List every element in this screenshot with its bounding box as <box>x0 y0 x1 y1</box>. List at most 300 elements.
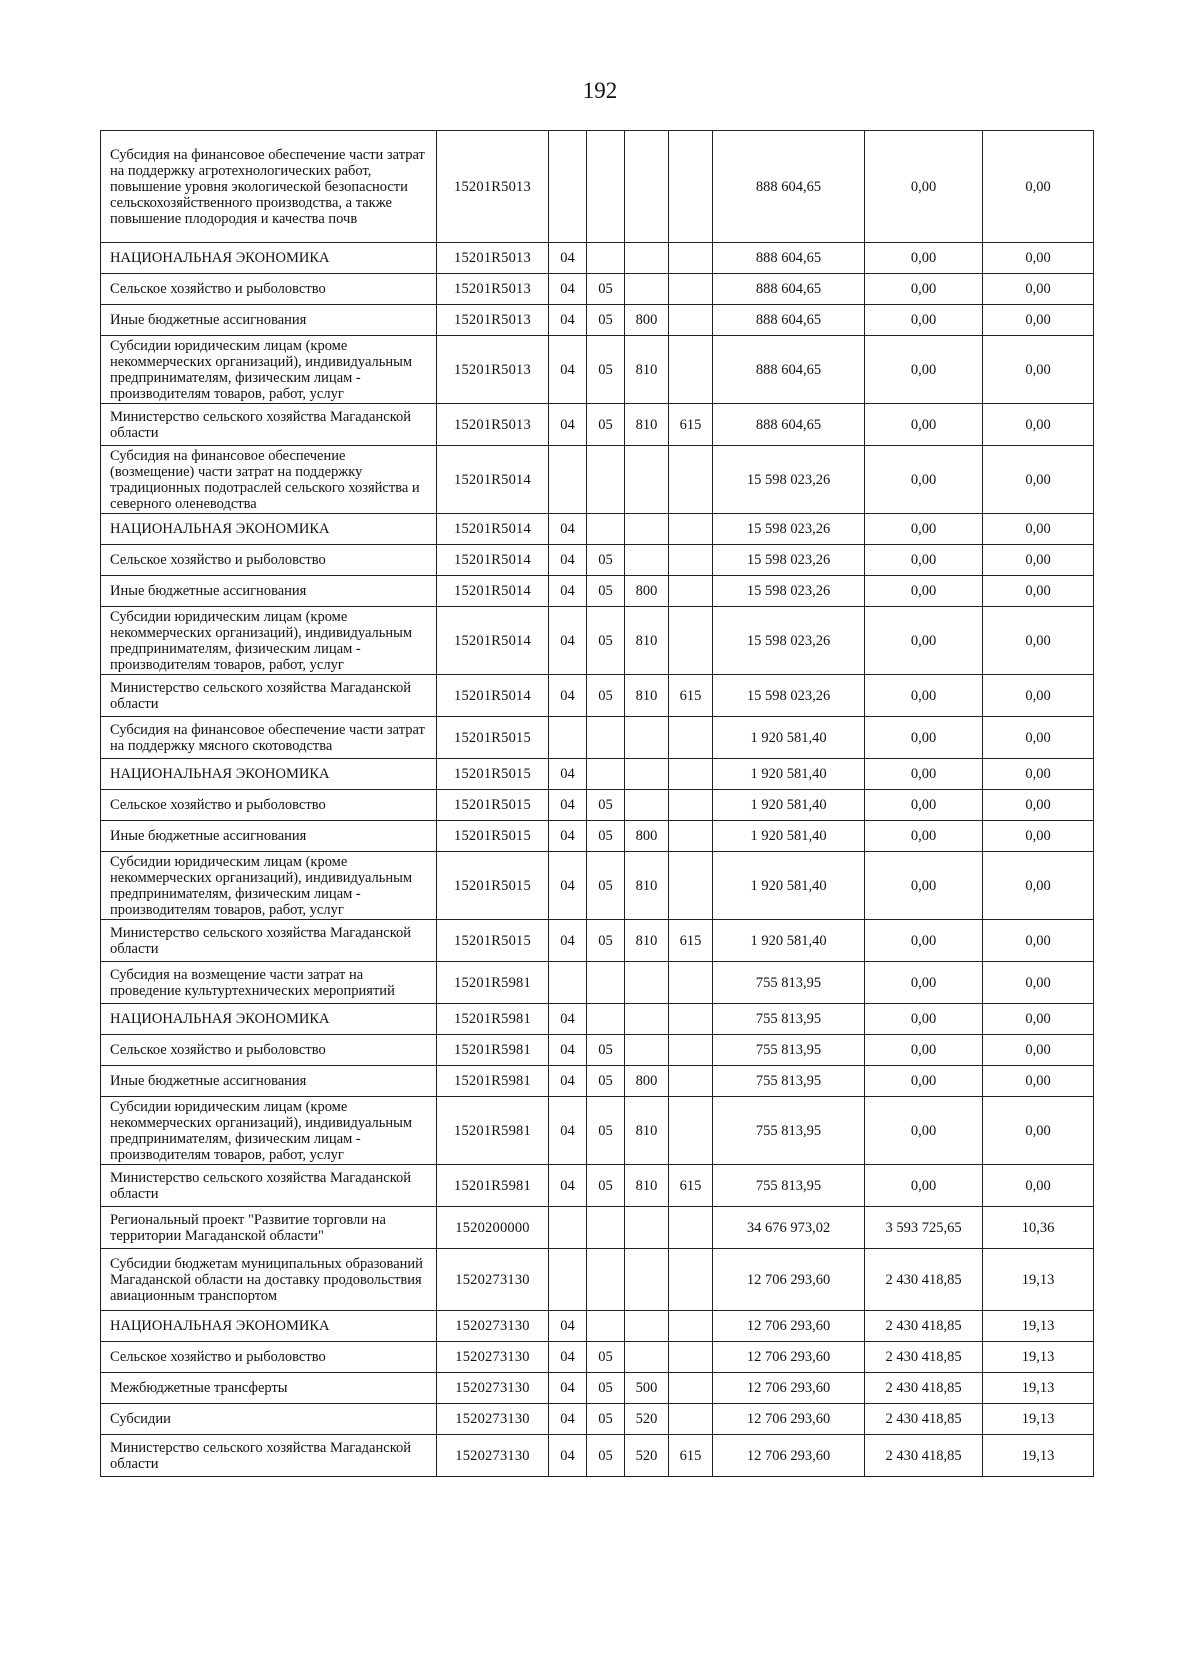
row-expense-type <box>625 1249 669 1311</box>
row-name: Сельское хозяйство и рыболовство <box>101 545 437 576</box>
row-subsection: 05 <box>587 1404 625 1435</box>
row-planned-amount: 755 813,95 <box>713 1066 865 1097</box>
row-admin-code <box>669 1066 713 1097</box>
row-subsection: 05 <box>587 920 625 962</box>
row-expense-type: 810 <box>625 1165 669 1207</box>
table-row <box>101 1004 1094 1035</box>
row-planned-amount: 12 706 293,60 <box>713 1342 865 1373</box>
row-executed-amount: 0,00 <box>865 446 983 514</box>
row-name: Субсидии юридическим лицам (кроме некоммерческих организаций), индивидуальным предпринимателям, физическим лицам - производителям товаров, работ, услуг <box>101 607 437 675</box>
table-row <box>101 821 1094 852</box>
row-code: 15201R5015 <box>437 852 549 920</box>
row-expense-type: 810 <box>625 852 669 920</box>
row-admin-code: 615 <box>669 1435 713 1477</box>
row-admin-code <box>669 131 713 243</box>
row-name: Министерство сельского хозяйства Магаданской области <box>101 920 437 962</box>
row-subsection <box>587 243 625 274</box>
row-subsection <box>587 759 625 790</box>
row-admin-code <box>669 446 713 514</box>
row-section: 04 <box>549 821 587 852</box>
row-expense-type <box>625 545 669 576</box>
row-executed-amount: 0,00 <box>865 131 983 243</box>
row-planned-amount: 888 604,65 <box>713 404 865 446</box>
row-expense-type: 800 <box>625 821 669 852</box>
row-name: Министерство сельского хозяйства Магаданской области <box>101 1435 437 1477</box>
row-planned-amount: 15 598 023,26 <box>713 607 865 675</box>
row-percent: 0,00 <box>983 1035 1094 1066</box>
row-percent: 0,00 <box>983 1097 1094 1165</box>
row-executed-amount: 0,00 <box>865 1035 983 1066</box>
row-planned-amount: 755 813,95 <box>713 1165 865 1207</box>
row-expense-type <box>625 1342 669 1373</box>
row-subsection: 05 <box>587 1342 625 1373</box>
row-section: 04 <box>549 274 587 305</box>
row-planned-amount: 1 920 581,40 <box>713 759 865 790</box>
table-row <box>101 962 1094 1004</box>
row-name: Сельское хозяйство и рыболовство <box>101 274 437 305</box>
row-executed-amount: 3 593 725,65 <box>865 1207 983 1249</box>
row-executed-amount: 0,00 <box>865 717 983 759</box>
row-expense-type: 800 <box>625 1066 669 1097</box>
row-percent: 0,00 <box>983 131 1094 243</box>
row-section: 04 <box>549 545 587 576</box>
row-planned-amount: 1 920 581,40 <box>713 790 865 821</box>
table-row <box>101 1097 1094 1165</box>
row-code: 15201R5013 <box>437 131 549 243</box>
row-code: 15201R5981 <box>437 1165 549 1207</box>
table-row <box>101 675 1094 717</box>
row-percent: 0,00 <box>983 243 1094 274</box>
row-planned-amount: 1 920 581,40 <box>713 717 865 759</box>
row-subsection: 05 <box>587 305 625 336</box>
row-section: 04 <box>549 305 587 336</box>
row-subsection: 05 <box>587 1165 625 1207</box>
row-code: 15201R5981 <box>437 1004 549 1035</box>
table-row <box>101 607 1094 675</box>
table-row <box>101 514 1094 545</box>
row-expense-type <box>625 759 669 790</box>
table-row <box>101 790 1094 821</box>
row-section <box>549 446 587 514</box>
row-admin-code <box>669 1373 713 1404</box>
row-section: 04 <box>549 852 587 920</box>
row-expense-type: 810 <box>625 675 669 717</box>
row-planned-amount: 1 920 581,40 <box>713 920 865 962</box>
row-section: 04 <box>549 1311 587 1342</box>
row-expense-type: 520 <box>625 1404 669 1435</box>
table-row <box>101 920 1094 962</box>
row-code: 1520273130 <box>437 1342 549 1373</box>
row-name: НАЦИОНАЛЬНАЯ ЭКОНОМИКА <box>101 514 437 545</box>
row-planned-amount: 1 920 581,40 <box>713 852 865 920</box>
row-executed-amount: 0,00 <box>865 607 983 675</box>
row-planned-amount: 755 813,95 <box>713 962 865 1004</box>
row-admin-code <box>669 759 713 790</box>
row-planned-amount: 888 604,65 <box>713 131 865 243</box>
row-percent: 0,00 <box>983 759 1094 790</box>
row-admin-code: 615 <box>669 1165 713 1207</box>
row-admin-code <box>669 1035 713 1066</box>
row-expense-type <box>625 717 669 759</box>
row-percent: 0,00 <box>983 305 1094 336</box>
row-expense-type <box>625 131 669 243</box>
row-expense-type <box>625 1207 669 1249</box>
row-code: 15201R5013 <box>437 243 549 274</box>
row-name: Субсидия на финансовое обеспечение части затрат на поддержку агротехнологических работ, повышение уровня экологической безопасности сельскохозяйственного производства, а также повышение плодородия и качества почв <box>101 131 437 243</box>
row-executed-amount: 0,00 <box>865 274 983 305</box>
table-row <box>101 446 1094 514</box>
row-subsection <box>587 962 625 1004</box>
row-expense-type: 800 <box>625 576 669 607</box>
row-executed-amount: 2 430 418,85 <box>865 1249 983 1311</box>
row-planned-amount: 15 598 023,26 <box>713 576 865 607</box>
row-planned-amount: 15 598 023,26 <box>713 514 865 545</box>
row-subsection: 05 <box>587 1066 625 1097</box>
row-admin-code <box>669 274 713 305</box>
row-percent: 0,00 <box>983 821 1094 852</box>
row-admin-code <box>669 962 713 1004</box>
row-admin-code <box>669 1249 713 1311</box>
row-code: 1520273130 <box>437 1249 549 1311</box>
row-planned-amount: 888 604,65 <box>713 274 865 305</box>
row-percent: 0,00 <box>983 675 1094 717</box>
row-section <box>549 1207 587 1249</box>
row-admin-code: 615 <box>669 404 713 446</box>
row-code: 15201R5013 <box>437 274 549 305</box>
row-executed-amount: 2 430 418,85 <box>865 1373 983 1404</box>
row-section <box>549 1249 587 1311</box>
row-code: 15201R5015 <box>437 920 549 962</box>
row-planned-amount: 15 598 023,26 <box>713 545 865 576</box>
row-name: Иные бюджетные ассигнования <box>101 305 437 336</box>
row-section: 04 <box>549 1404 587 1435</box>
row-expense-type <box>625 446 669 514</box>
page-number: 192 <box>582 78 618 103</box>
table-row <box>101 1066 1094 1097</box>
row-percent: 0,00 <box>983 717 1094 759</box>
row-admin-code <box>669 1404 713 1435</box>
row-planned-amount: 888 604,65 <box>713 336 865 404</box>
row-planned-amount: 12 706 293,60 <box>713 1373 865 1404</box>
row-name: Сельское хозяйство и рыболовство <box>101 1035 437 1066</box>
row-executed-amount: 0,00 <box>865 852 983 920</box>
row-code: 15201R5013 <box>437 305 549 336</box>
row-name: Иные бюджетные ассигнования <box>101 576 437 607</box>
row-executed-amount: 2 430 418,85 <box>865 1311 983 1342</box>
row-admin-code <box>669 514 713 545</box>
row-name: НАЦИОНАЛЬНАЯ ЭКОНОМИКА <box>101 759 437 790</box>
row-planned-amount: 15 598 023,26 <box>713 446 865 514</box>
row-admin-code: 615 <box>669 920 713 962</box>
row-subsection: 05 <box>587 545 625 576</box>
row-expense-type: 810 <box>625 920 669 962</box>
row-expense-type: 810 <box>625 607 669 675</box>
row-subsection <box>587 717 625 759</box>
row-percent: 0,00 <box>983 790 1094 821</box>
row-code: 15201R5014 <box>437 607 549 675</box>
row-code: 1520273130 <box>437 1311 549 1342</box>
row-subsection <box>587 514 625 545</box>
table-row <box>101 1249 1094 1311</box>
row-subsection: 05 <box>587 1097 625 1165</box>
row-name: НАЦИОНАЛЬНАЯ ЭКОНОМИКА <box>101 1004 437 1035</box>
row-subsection: 05 <box>587 790 625 821</box>
row-executed-amount: 0,00 <box>865 1097 983 1165</box>
row-expense-type <box>625 274 669 305</box>
row-subsection <box>587 1004 625 1035</box>
row-code: 15201R5013 <box>437 336 549 404</box>
row-section: 04 <box>549 920 587 962</box>
table-row <box>101 717 1094 759</box>
table-row <box>101 1435 1094 1477</box>
table-row <box>101 404 1094 446</box>
row-code: 15201R5014 <box>437 675 549 717</box>
row-percent: 0,00 <box>983 545 1094 576</box>
row-executed-amount: 2 430 418,85 <box>865 1404 983 1435</box>
row-subsection: 05 <box>587 607 625 675</box>
row-subsection: 05 <box>587 1373 625 1404</box>
table-row <box>101 243 1094 274</box>
row-subsection <box>587 131 625 243</box>
row-expense-type: 810 <box>625 404 669 446</box>
row-code: 15201R5981 <box>437 1097 549 1165</box>
row-executed-amount: 0,00 <box>865 336 983 404</box>
row-percent: 19,13 <box>983 1404 1094 1435</box>
row-name: Министерство сельского хозяйства Магаданской области <box>101 404 437 446</box>
row-name: Региональный проект "Развитие торговли на территории Магаданской области" <box>101 1207 437 1249</box>
table-row <box>101 1342 1094 1373</box>
row-subsection: 05 <box>587 852 625 920</box>
row-section: 04 <box>549 1342 587 1373</box>
row-section: 04 <box>549 1035 587 1066</box>
table-row <box>101 1165 1094 1207</box>
row-subsection: 05 <box>587 274 625 305</box>
row-executed-amount: 0,00 <box>865 243 983 274</box>
row-section: 04 <box>549 675 587 717</box>
row-code: 15201R5014 <box>437 446 549 514</box>
row-name: Межбюджетные трансферты <box>101 1373 437 1404</box>
row-percent: 19,13 <box>983 1373 1094 1404</box>
row-expense-type <box>625 1311 669 1342</box>
row-percent: 0,00 <box>983 852 1094 920</box>
row-section: 04 <box>549 1435 587 1477</box>
row-name: Субсидия на финансовое обеспечение (возмещение) части затрат на поддержку традиционных подотраслей сельского хозяйства и северного оленеводства <box>101 446 437 514</box>
row-executed-amount: 0,00 <box>865 675 983 717</box>
table-row <box>101 1207 1094 1249</box>
row-percent: 0,00 <box>983 607 1094 675</box>
row-subsection <box>587 1311 625 1342</box>
table-row <box>101 305 1094 336</box>
row-code: 1520273130 <box>437 1373 549 1404</box>
row-expense-type: 500 <box>625 1373 669 1404</box>
row-executed-amount: 0,00 <box>865 305 983 336</box>
row-executed-amount: 2 430 418,85 <box>865 1435 983 1477</box>
row-planned-amount: 755 813,95 <box>713 1035 865 1066</box>
row-subsection: 05 <box>587 1035 625 1066</box>
table-row <box>101 1035 1094 1066</box>
row-executed-amount: 0,00 <box>865 514 983 545</box>
row-code: 15201R5981 <box>437 1035 549 1066</box>
row-expense-type <box>625 1035 669 1066</box>
row-name: Субсидии юридическим лицам (кроме некоммерческих организаций), индивидуальным предпринимателям, физическим лицам - производителям товаров, работ, услуг <box>101 1097 437 1165</box>
row-admin-code <box>669 243 713 274</box>
row-percent: 19,13 <box>983 1342 1094 1373</box>
row-code: 15201R5014 <box>437 576 549 607</box>
row-code: 1520273130 <box>437 1404 549 1435</box>
row-name: Министерство сельского хозяйства Магаданской области <box>101 1165 437 1207</box>
row-expense-type <box>625 514 669 545</box>
row-name: Сельское хозяйство и рыболовство <box>101 790 437 821</box>
row-admin-code <box>669 1207 713 1249</box>
row-admin-code: 615 <box>669 675 713 717</box>
row-section <box>549 962 587 1004</box>
row-executed-amount: 0,00 <box>865 821 983 852</box>
row-planned-amount: 888 604,65 <box>713 305 865 336</box>
row-executed-amount: 0,00 <box>865 1165 983 1207</box>
row-executed-amount: 0,00 <box>865 1004 983 1035</box>
row-name: НАЦИОНАЛЬНАЯ ЭКОНОМИКА <box>101 1311 437 1342</box>
row-percent: 0,00 <box>983 1165 1094 1207</box>
row-code: 15201R5015 <box>437 759 549 790</box>
row-expense-type: 810 <box>625 1097 669 1165</box>
row-percent: 0,00 <box>983 514 1094 545</box>
table-row <box>101 759 1094 790</box>
row-executed-amount: 0,00 <box>865 576 983 607</box>
row-code: 15201R5981 <box>437 962 549 1004</box>
row-name: Субсидии юридическим лицам (кроме некоммерческих организаций), индивидуальным предпринимателям, физическим лицам - производителям товаров, работ, услуг <box>101 852 437 920</box>
row-admin-code <box>669 1004 713 1035</box>
row-expense-type <box>625 790 669 821</box>
row-admin-code <box>669 336 713 404</box>
row-percent: 0,00 <box>983 962 1094 1004</box>
row-code: 15201R5014 <box>437 545 549 576</box>
row-section: 04 <box>549 336 587 404</box>
row-executed-amount: 0,00 <box>865 962 983 1004</box>
row-expense-type: 520 <box>625 1435 669 1477</box>
row-subsection: 05 <box>587 576 625 607</box>
row-section: 04 <box>549 576 587 607</box>
row-admin-code <box>669 305 713 336</box>
table-row <box>101 545 1094 576</box>
row-percent: 0,00 <box>983 576 1094 607</box>
row-code: 15201R5981 <box>437 1066 549 1097</box>
row-planned-amount: 15 598 023,26 <box>713 675 865 717</box>
row-section: 04 <box>549 1066 587 1097</box>
row-percent: 19,13 <box>983 1435 1094 1477</box>
row-planned-amount: 12 706 293,60 <box>713 1435 865 1477</box>
table-row <box>101 336 1094 404</box>
row-subsection: 05 <box>587 821 625 852</box>
row-section: 04 <box>549 790 587 821</box>
row-percent: 0,00 <box>983 274 1094 305</box>
row-expense-type: 800 <box>625 305 669 336</box>
row-code: 1520273130 <box>437 1435 549 1477</box>
row-subsection: 05 <box>587 675 625 717</box>
row-executed-amount: 0,00 <box>865 759 983 790</box>
row-admin-code <box>669 1097 713 1165</box>
row-name: Субсидия на финансовое обеспечение части затрат на поддержку мясного скотоводства <box>101 717 437 759</box>
row-admin-code <box>669 545 713 576</box>
row-admin-code <box>669 1311 713 1342</box>
table-row <box>101 1373 1094 1404</box>
row-code: 15201R5013 <box>437 404 549 446</box>
row-name: Субсидии бюджетам муниципальных образований Магаданской области на доставку продовольствия авиационным транспортом <box>101 1249 437 1311</box>
row-subsection: 05 <box>587 336 625 404</box>
row-subsection <box>587 1249 625 1311</box>
row-name: Субсидии юридическим лицам (кроме некоммерческих организаций), индивидуальным предпринимателям, физическим лицам - производителям товаров, работ, услуг <box>101 336 437 404</box>
budget-table <box>100 130 1094 1477</box>
row-name: Иные бюджетные ассигнования <box>101 1066 437 1097</box>
row-planned-amount: 34 676 973,02 <box>713 1207 865 1249</box>
row-executed-amount: 0,00 <box>865 1066 983 1097</box>
row-code: 1520200000 <box>437 1207 549 1249</box>
row-section <box>549 131 587 243</box>
row-percent: 0,00 <box>983 1066 1094 1097</box>
row-section: 04 <box>549 243 587 274</box>
row-expense-type <box>625 962 669 1004</box>
row-executed-amount: 0,00 <box>865 545 983 576</box>
row-section: 04 <box>549 1373 587 1404</box>
row-admin-code <box>669 821 713 852</box>
row-planned-amount: 1 920 581,40 <box>713 821 865 852</box>
row-percent: 19,13 <box>983 1249 1094 1311</box>
table-row <box>101 1311 1094 1342</box>
row-section: 04 <box>549 404 587 446</box>
row-executed-amount: 0,00 <box>865 790 983 821</box>
row-section: 04 <box>549 514 587 545</box>
row-code: 15201R5015 <box>437 717 549 759</box>
row-name: Субсидии <box>101 1404 437 1435</box>
row-subsection <box>587 446 625 514</box>
row-section: 04 <box>549 1004 587 1035</box>
row-percent: 0,00 <box>983 446 1094 514</box>
row-section: 04 <box>549 607 587 675</box>
row-admin-code <box>669 717 713 759</box>
row-subsection: 05 <box>587 404 625 446</box>
row-name: Министерство сельского хозяйства Магаданской области <box>101 675 437 717</box>
row-admin-code <box>669 576 713 607</box>
row-subsection <box>587 1207 625 1249</box>
row-planned-amount: 12 706 293,60 <box>713 1249 865 1311</box>
table-row <box>101 1404 1094 1435</box>
row-planned-amount: 888 604,65 <box>713 243 865 274</box>
row-code: 15201R5015 <box>437 790 549 821</box>
row-planned-amount: 12 706 293,60 <box>713 1311 865 1342</box>
row-executed-amount: 2 430 418,85 <box>865 1342 983 1373</box>
row-code: 15201R5014 <box>437 514 549 545</box>
row-name: Иные бюджетные ассигнования <box>101 821 437 852</box>
row-percent: 0,00 <box>983 1004 1094 1035</box>
row-percent: 19,13 <box>983 1311 1094 1342</box>
row-section: 04 <box>549 759 587 790</box>
row-planned-amount: 755 813,95 <box>713 1004 865 1035</box>
row-expense-type <box>625 1004 669 1035</box>
row-expense-type <box>625 243 669 274</box>
table-row <box>101 852 1094 920</box>
row-percent: 0,00 <box>983 336 1094 404</box>
row-section <box>549 717 587 759</box>
row-planned-amount: 12 706 293,60 <box>713 1404 865 1435</box>
row-percent: 0,00 <box>983 920 1094 962</box>
row-percent: 10,36 <box>983 1207 1094 1249</box>
row-name: Субсидия на возмещение части затрат на проведение культуртехнических мероприятий <box>101 962 437 1004</box>
row-subsection: 05 <box>587 1435 625 1477</box>
row-executed-amount: 0,00 <box>865 404 983 446</box>
row-name: Сельское хозяйство и рыболовство <box>101 1342 437 1373</box>
row-admin-code <box>669 790 713 821</box>
row-planned-amount: 755 813,95 <box>713 1097 865 1165</box>
row-admin-code <box>669 852 713 920</box>
